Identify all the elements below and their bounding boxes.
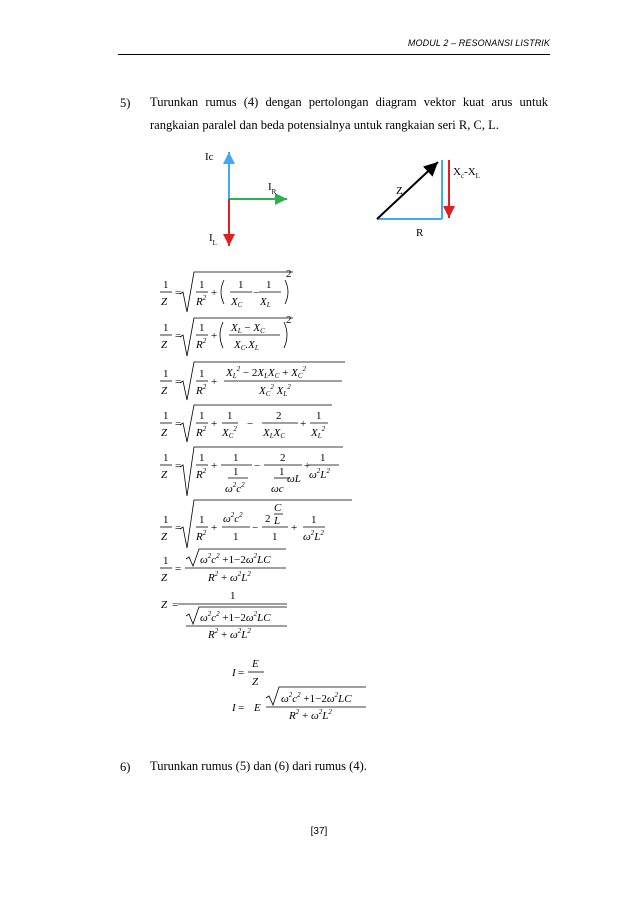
ir-label: $I_R$ bbox=[268, 181, 277, 196]
eq9-equals: = bbox=[238, 667, 245, 679]
eq6-l: L bbox=[274, 515, 281, 527]
eq6-z: Z bbox=[161, 531, 168, 543]
eq6-c: C bbox=[274, 502, 282, 514]
eq2-plus: + bbox=[211, 330, 218, 342]
eq5-one: 1 bbox=[163, 452, 169, 464]
eq6-w2c2: $\omega^2c^2$ bbox=[223, 511, 243, 525]
eq5-z: Z bbox=[161, 469, 168, 481]
eq2-one: 1 bbox=[163, 322, 169, 334]
eq4-num: 1 bbox=[199, 410, 205, 422]
eq6-num: 1 bbox=[199, 514, 205, 526]
item-6-text: Turunkan rumus (5) dan (6) dari rumus (4). bbox=[150, 759, 367, 773]
eq4-plus1: + bbox=[211, 418, 218, 430]
eq8-denominator: $R^2 + \omega^2L^2$ bbox=[208, 627, 251, 641]
eq5-wc: ωc bbox=[271, 483, 284, 495]
eq4-n2: 2 bbox=[276, 410, 282, 422]
eq1-one: 1 bbox=[163, 279, 169, 291]
eq3-plus: + bbox=[211, 376, 218, 388]
eq1-z: Z bbox=[161, 296, 168, 308]
eq3-equals: = bbox=[175, 376, 182, 388]
eq3-r2: $R^2$ bbox=[196, 383, 207, 397]
eq4-equals: = bbox=[175, 418, 182, 430]
eq1-equals: = bbox=[175, 287, 182, 299]
eq5-minus: − bbox=[254, 460, 261, 472]
eq2-r2: $R^2$ bbox=[196, 337, 207, 351]
eq6-minus: − bbox=[252, 522, 259, 534]
eq1-xc: XC bbox=[231, 296, 243, 309]
eq4-minus: − bbox=[247, 418, 254, 430]
eq1-num: 1 bbox=[199, 279, 205, 291]
eq9-e: E bbox=[252, 658, 259, 670]
eq1-minus: − bbox=[253, 287, 260, 299]
item-5-line-1: Turunkan rumus (4) dengan pertolongan diagram vektor kuat arus untuk bbox=[150, 95, 548, 109]
eq6-plus1: + bbox=[211, 522, 218, 534]
eq6-d1: 1 bbox=[233, 531, 239, 543]
z-label: Z bbox=[396, 185, 403, 197]
eq9-z: Z bbox=[252, 676, 259, 688]
eq5-plus2: + bbox=[304, 460, 311, 472]
eq6-plus2: + bbox=[291, 522, 298, 534]
eq4-one: 1 bbox=[163, 410, 169, 422]
eq6-w2l2: $\omega^2L^2$ bbox=[303, 529, 324, 543]
running-header: MODUL 2 – RESONANSI LISTRIK bbox=[407, 38, 550, 48]
eq2-equals: = bbox=[175, 330, 182, 342]
item-5-number: 5) bbox=[120, 96, 131, 110]
eq8-one: 1 bbox=[230, 590, 236, 602]
eq7-z: Z bbox=[161, 572, 168, 584]
ic-label: Ic bbox=[205, 151, 214, 163]
eq10-e: E bbox=[254, 702, 261, 714]
eq5-w2c2: $\omega^2c^2$ bbox=[225, 481, 245, 495]
eq7-denominator: $R^2 + \omega^2L^2$ bbox=[208, 570, 251, 584]
eq3-one: 1 bbox=[163, 368, 169, 380]
eq1-n2: 1 bbox=[266, 279, 272, 291]
eq4-xc2: $XC^2$ bbox=[222, 425, 237, 440]
xc-xl-label: $X_c-X_L$ bbox=[453, 166, 480, 180]
eq10-equals: = bbox=[238, 702, 245, 714]
eq3-denominator: $XC^2$ $XL^2$ bbox=[259, 383, 291, 398]
eq6-n3: 1 bbox=[311, 514, 317, 526]
eq6-r2: $R^2$ bbox=[196, 529, 207, 543]
item-6-number: 6) bbox=[120, 760, 131, 774]
eq4-n1: 1 bbox=[227, 410, 233, 422]
eq10-i: I bbox=[232, 702, 236, 714]
eq4-r2: $R^2$ bbox=[196, 425, 207, 439]
eq2-numerator: XL − XC bbox=[231, 322, 265, 335]
eq5-num: 1 bbox=[199, 452, 205, 464]
eq4-plus2: + bbox=[300, 418, 307, 430]
eq1-r2: $R^2$ bbox=[196, 294, 207, 308]
eq3-numerator: $XL^2$ − 2XLXC + $XC^2$ bbox=[226, 365, 307, 380]
eq10-denominator: $R^2 + \omega^2L^2$ bbox=[289, 708, 332, 722]
eq5-n2b: 1 bbox=[279, 466, 285, 478]
eq5-r2: $R^2$ bbox=[196, 467, 207, 481]
eq5-n1: 1 bbox=[233, 452, 239, 464]
eq4-z: Z bbox=[161, 427, 168, 439]
eq5-w2l2: $\omega^2L^2$ bbox=[309, 467, 330, 481]
il-label: $I_L$ bbox=[209, 232, 217, 247]
eq5-equals: = bbox=[175, 460, 182, 472]
eq3-z: Z bbox=[161, 385, 168, 397]
eq3-num: 1 bbox=[199, 368, 205, 380]
eq2-num: 1 bbox=[199, 322, 205, 334]
eq8-z: Z bbox=[161, 599, 168, 611]
page-number: [37] bbox=[310, 826, 328, 837]
eq7-one: 1 bbox=[163, 555, 169, 567]
eq5-wl: ωL bbox=[287, 473, 301, 485]
eq8-numerator: $\omega^2c^2 +1-2\omega^2LC$ bbox=[200, 610, 271, 624]
eq2-sq: 2 bbox=[286, 314, 292, 326]
eq8-equals: = bbox=[172, 599, 179, 611]
eq1-plus: + bbox=[211, 287, 218, 299]
eq1-sq: 2 bbox=[286, 268, 292, 280]
eq2-denominator: XC.XL bbox=[234, 339, 259, 352]
eq6-2: 2 bbox=[265, 513, 271, 525]
eq5-n3: 1 bbox=[320, 452, 326, 464]
eq2-z: Z bbox=[161, 339, 168, 351]
eq6-d2: 1 bbox=[272, 531, 278, 543]
eq5-n1b: 1 bbox=[233, 466, 239, 478]
item-5-line-2: rangkaian paralel dan beda potensialnya untuk rangkaian seri R, C, L. bbox=[150, 118, 499, 132]
eq5-n2: 2 bbox=[280, 452, 286, 464]
eq6-one: 1 bbox=[163, 514, 169, 526]
r-label: R bbox=[416, 227, 424, 239]
eq5-plus1: + bbox=[211, 460, 218, 472]
eq7-equals: = bbox=[175, 563, 182, 575]
eq9-i: I bbox=[232, 667, 236, 679]
eq1-n1: 1 bbox=[238, 279, 244, 291]
eq4-xlxc: XLXC bbox=[263, 427, 286, 440]
eq10-numerator: $\omega^2c^2 +1-2\omega^2LC$ bbox=[281, 691, 352, 705]
eq1-xl: XL bbox=[260, 296, 271, 309]
eq4-n3: 1 bbox=[316, 410, 322, 422]
eq6-equals: = bbox=[175, 522, 182, 534]
eq4-xl2: $XL^2$ bbox=[311, 425, 326, 440]
eq7-numerator: $\omega^2c^2 +1-2\omega^2LC$ bbox=[200, 552, 271, 566]
